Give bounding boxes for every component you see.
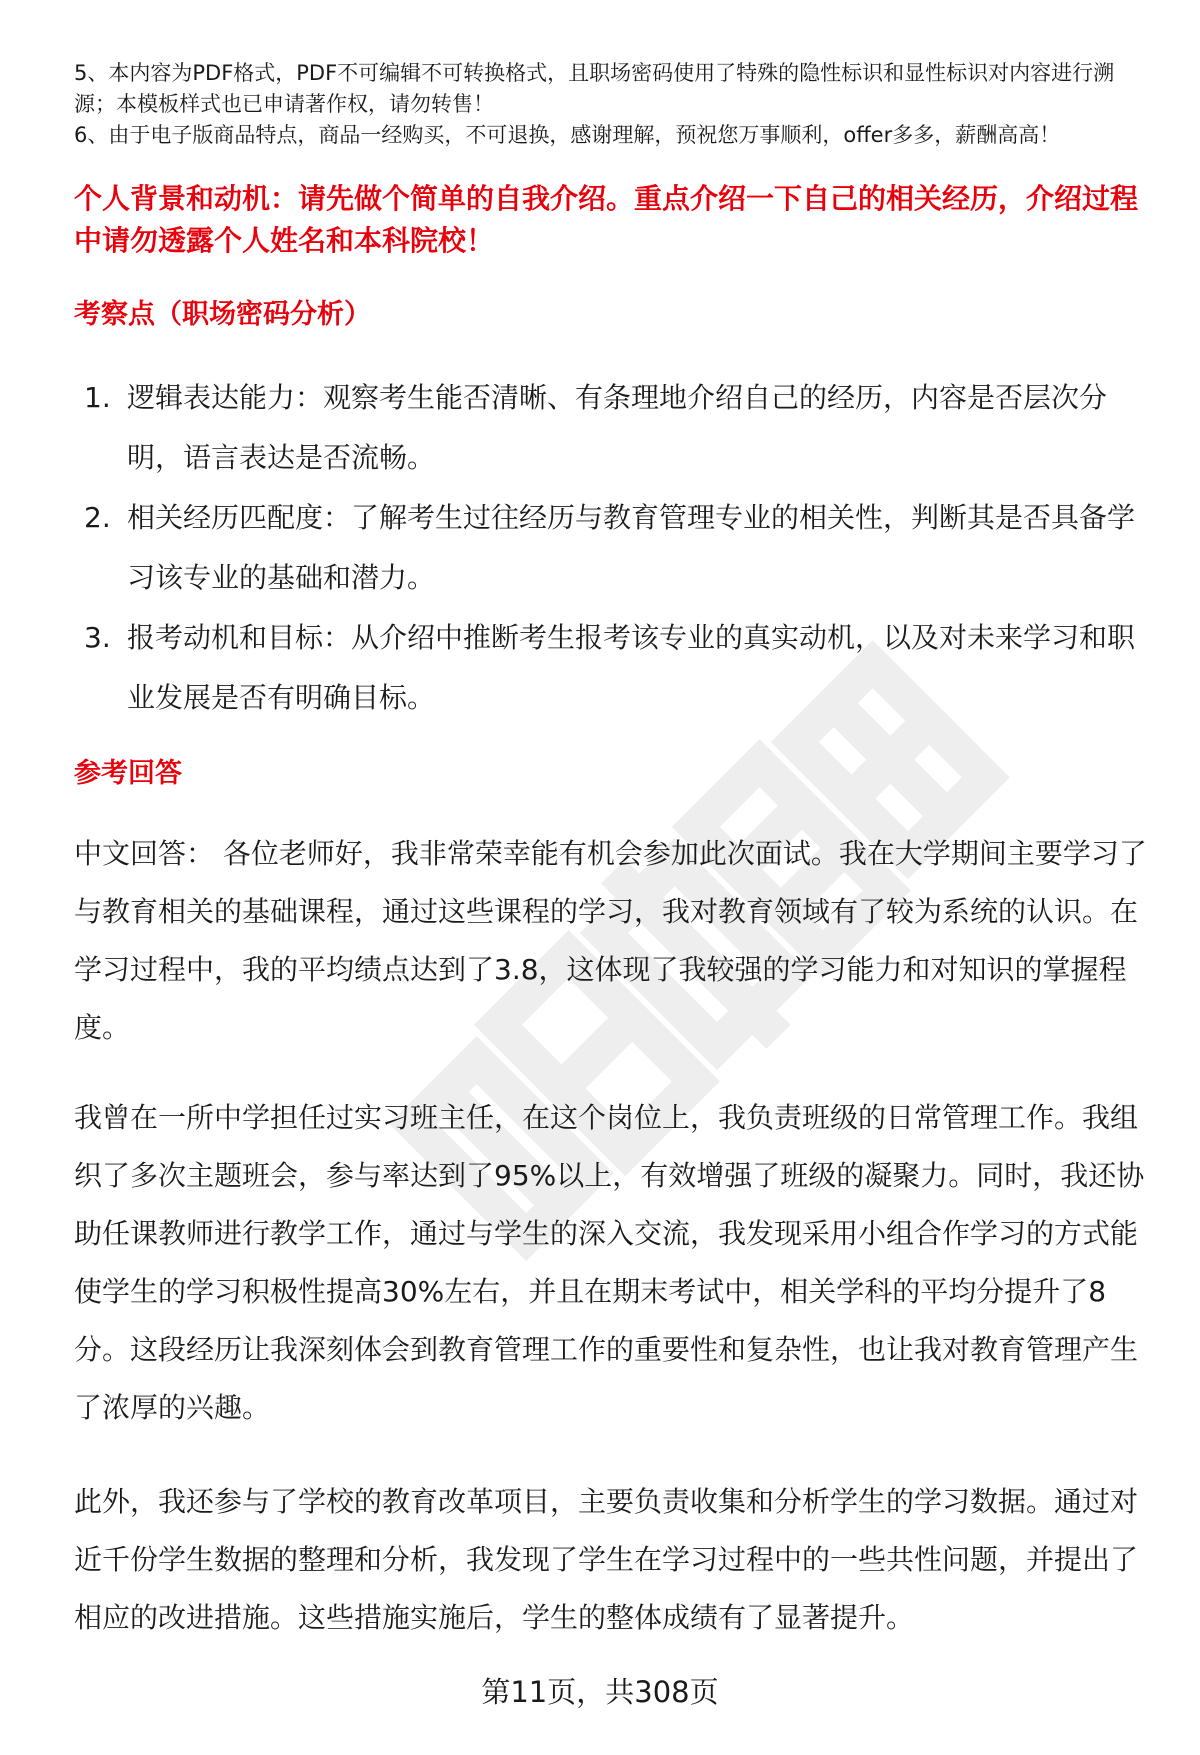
- interview-question: 个人背景和动机：请先做个简单的自我介绍。重点介绍一下自己的相关经历，介绍过程中请勿透露个人姓名和本科院校！: [74, 182, 1139, 257]
- purchase-notes: [74, 58, 1154, 151]
- point-number: 3.: [84, 621, 111, 654]
- point-text: 报考动机和目标：从介绍中推断考生报考该专业的真实动机，以及对未来学习和职业发展是否有明确目标。: [127, 621, 1136, 714]
- point-text: 相关经历匹配度：了解考生过往经历与教育管理专业的相关性，判断其是否具备学习该专业的基础和潜力。: [127, 501, 1136, 594]
- point-number: 2.: [84, 501, 111, 534]
- answer-paragraph: 中文回答： 各位老师好，我非常荣幸能有机会参加此次面试。我在大学期间主要学习了与教育相关的基础课程，通过这些课程的学习，我对教育领域有了较为系统的认识。在学习过程中，我的平均绩点达到了3.8，这体现了我较强的学习能力和对知识的掌握程度。: [74, 837, 1147, 1044]
- assessment-points-list: [84, 368, 1154, 728]
- assessment-points-heading: 考察点（职场密码分析）: [74, 299, 371, 330]
- assessment-point: [84, 608, 1154, 728]
- assessment-point: [84, 488, 1154, 608]
- answer-paragraph: 此外，我还参与了学校的教育改革项目，主要负责收集和分析学生的学习数据。通过对近千份学生数据的整理和分析，我发现了学生在学习过程中的一些共性问题，并提出了相应的改进措施。这些措施实施后，学生的整体成绩有了显著提升。: [74, 1485, 1139, 1634]
- answer-paragraph: 我曾在一所中学担任过实习班主任，在这个岗位上，我负责班级的日常管理工作。我组织了多次主题班会，参与率达到了95%以上，有效增强了班级的凝聚力。同时，我还协助任课教师进行教学工作，通过与学生的深入交流，我发现采用小组合作学习的方式能使学生的学习积极性提高30%左右，并且在期末考试中，相关学科的平均分提升了8分。这段经历让我深刻体会到教育管理工作的重要性和复杂性，也让我对教育管理产生了浓厚的兴趣。: [74, 1101, 1145, 1424]
- point-text: 逻辑表达能力：观察考生能否清晰、有条理地介绍自己的经历，内容是否层次分明，语言表达是否流畅。: [127, 381, 1108, 474]
- reference-answer-heading: 参考回答: [74, 758, 182, 789]
- note-item: 6、由于电子版商品特点，商品一经购买，不可退换，感谢理解，预祝您万事顺利，offer多多，薪酬高高！: [74, 123, 1061, 147]
- assessment-point: [84, 368, 1154, 488]
- point-number: 1.: [84, 381, 111, 414]
- page-number: 第11页，共308页: [481, 1675, 719, 1709]
- note-item: 5、本内容为PDF格式，PDF不可编辑不可转换格式，且职场密码使用了特殊的隐性标识和显性标识对内容进行溯源；本模板样式也已申请著作权，请勿转售！: [74, 61, 1115, 116]
